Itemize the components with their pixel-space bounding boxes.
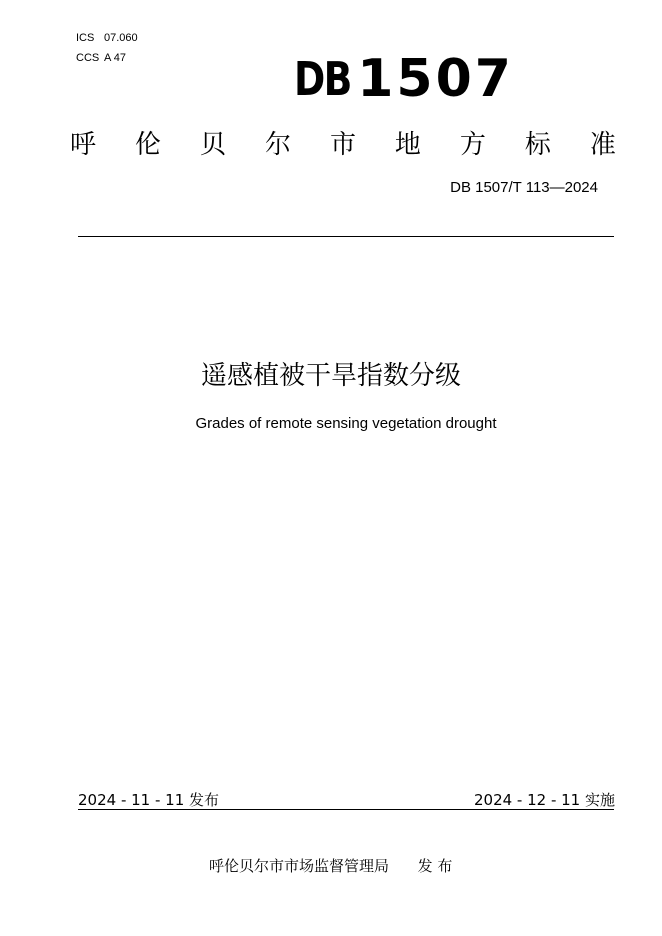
- ccs-value: A 47: [104, 52, 127, 64]
- ccs-label: CCS: [76, 52, 100, 64]
- document-title-cn: 遥感植被干旱指数分级: [200, 361, 461, 391]
- title-char: 准: [589, 130, 616, 160]
- implement-date: 2024 - 12 - 11 实施: [473, 791, 615, 809]
- title-char: 伦: [134, 130, 161, 160]
- ics-classification: [76, 31, 138, 45]
- standard-type-title: [70, 128, 616, 162]
- ccs-classification: [76, 51, 126, 65]
- title-char: 尔: [264, 130, 291, 160]
- title-char: 呼: [70, 130, 97, 160]
- title-char: 方: [459, 130, 486, 160]
- logo-letters: DB: [294, 52, 351, 106]
- bottom-divider: [78, 809, 614, 810]
- ics-value: 07.060: [104, 32, 138, 44]
- logo-number: 1507: [357, 49, 514, 109]
- publish-date: 2024 - 11 - 11 发布: [78, 791, 220, 809]
- top-divider: [78, 236, 614, 237]
- title-char: 地: [394, 130, 421, 160]
- standard-logo: [294, 49, 514, 110]
- title-char: 贝: [199, 130, 226, 160]
- document-title-en: Grades of remote sensing vegetation drought: [195, 415, 497, 432]
- title-char: 市: [329, 130, 356, 160]
- title-char: 标: [524, 130, 551, 160]
- ics-label: ICS: [76, 32, 95, 44]
- issuing-authority: 呼伦贝尔市市场监督管理局 发 布: [209, 857, 453, 875]
- standard-code: DB 1507/T 113—2024: [450, 179, 598, 196]
